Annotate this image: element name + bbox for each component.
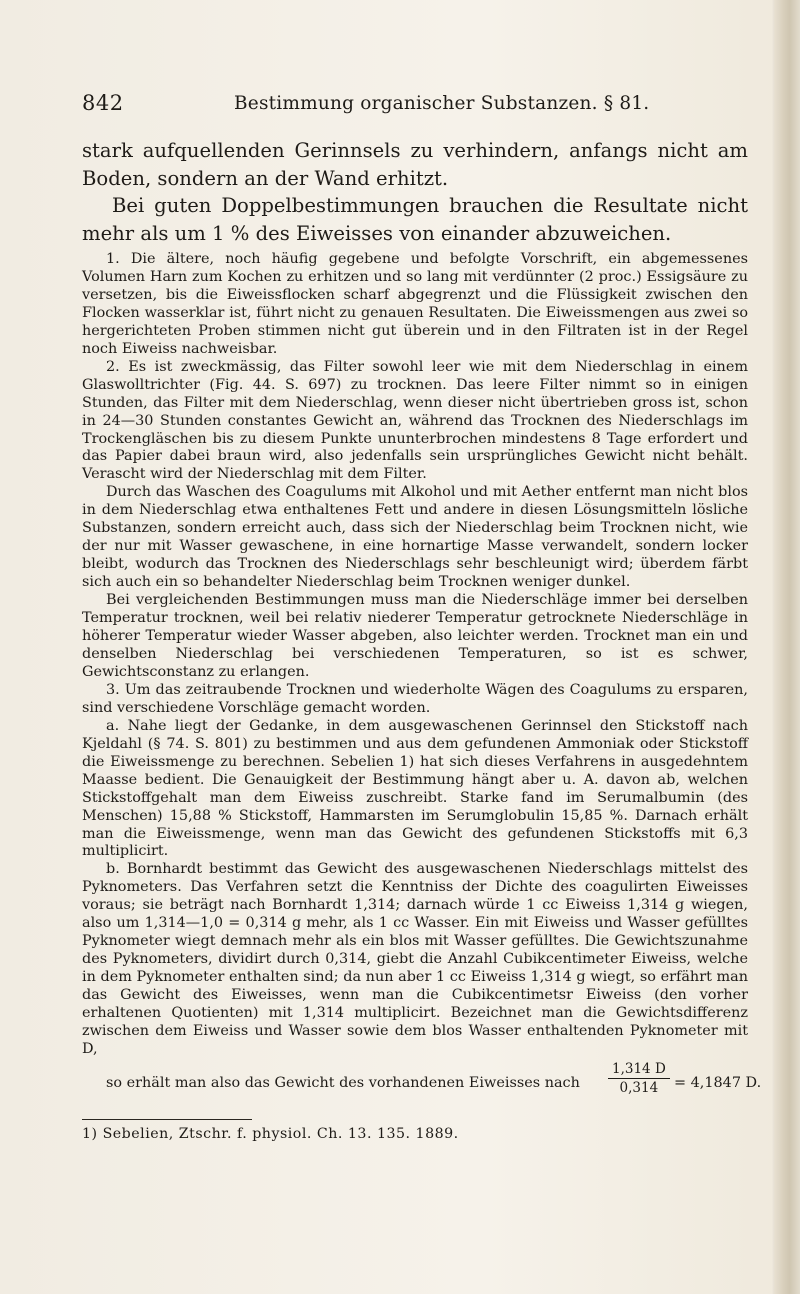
footnote: 1) Sebelien, Ztschr. f. physiol. Ch. 13. 135. 1889. (82, 1125, 459, 1142)
page-number: 842 (82, 91, 124, 115)
running-head: Bestimmung organischer Substanzen. § 81. (234, 93, 650, 114)
book-edge (774, 0, 800, 1294)
small-print-notes (82, 251, 762, 1103)
formula-line (82, 1059, 762, 1103)
note-paragraph: 2. Es ist zweckmässig, das Filter sowohl leer wie mit dem Niederschlag in einem Glaswolltrichter (Fig. 44. S. 697) zu trocknen. Das leere Filter nimmt so in einigen Stunden, das Filter mit dem Niederschlag, wenn dieser nicht übertrieben gross ist, schon in 24—30 Stunden constantes Gewicht an, während das Trocknen des Niederschlags im Trockengläschen bis zu diesem Punkte ununterbrochen mindestens 8 Tage erfordert und das Papier dabei braun wird, also jedenfalls sein ursprüngliches Gewicht nicht behält. Verascht wird der Niederschlag mit dem Filter. (82, 358, 748, 483)
page-body (82, 137, 762, 1142)
note-paragraph: Durch das Waschen des Coagulums mit Alkohol und mit Aether entfernt man nicht blos in dem Niederschlag etwa enthaltenes Fett und andere in diesen Lösungsmitteln lösliche Substanzen, sondern erreicht auch, dass sich der Niederschlag beim Trocknen nicht, wie der nur mit Wasser gewaschene, in eine hornartige Masse verwandelt, sondern locker bleibt, wodurch das Trocknen des Niederschlags sehr beschleunigt wird; überdem färbt sich auch ein so behandelter Niederschlag beim Trocknen weniger dunkel. (82, 484, 748, 591)
note-paragraph: b. Bornhardt bestimmt das Gewicht des ausgewaschenen Niederschlags mittelst des Pyknometers. Das Verfahren setzt die Kenntniss der Dichte des coagulirten Eiweisses voraus; sie beträgt nach Bornhardt 1,314; darnach würde 1 cc Eiweiss 1,314 g wiegen, also um 1,314—1,0 = 0,314 g mehr, als 1 cc Wasser. Ein mit Eiweiss und Wasser gefülltes Pyknometer wiegt demnach mehr als ein blos mit Wasser gefülltes. Die Gewichtszunahme des Pyknometers, dividirt durch 0,314, giebt die Anzahl Cubikcentimeter Eiweiss, welche in dem Pyknometer enthalten sind; da nun aber 1 cc Eiweiss 1,314 g wiegt, so erfährt man das Gewicht des Eiweisses, wenn man die Cubikcentimetsr Eiweiss (den vorher erhaltenen Quotienten) mit 1,314 multiplicirt. Bezeichnet man die Gewichtsdifferenz zwischen dem Eiweiss und Wasser sowie dem blos Wasser enthaltenden Pyknometer mit D, (82, 861, 748, 1057)
fraction-denominator: 0,314 (619, 1079, 659, 1096)
note-paragraph: 1. Die ältere, noch häufig gegebene und befolgte Vorschrift, ein abgemessenes Volumen Harn zum Kochen zu erhitzen und so lang mit verdünnter (2 proc.) Essigsäure zu versetzen, bis die Eiweissflocken scharf abgegrenzt und die Flüssigkeit zwischen den Flocken wasserklar ist, führt nicht zu genauen Resultaten. Die Eiweissmengen aus zwei so hergerichteten Proben stimmen nicht gut überein und in den Filtraten ist in der Regel noch Eiweiss nachweisbar. (82, 251, 748, 357)
note-paragraph: 3. Um das zeitraubende Trocknen und wiederholte Wägen des Coagulums zu ersparen, sind verschiedene Vorschläge gemacht worden. (82, 681, 748, 716)
page-header (82, 91, 742, 121)
formula-lead: so erhält man also das Gewicht des vorhandenen Eiweisses nach (106, 1074, 580, 1091)
intro-paragraph: stark aufquellenden Gerinnsels zu verhindern, anfangs nicht am Boden, sondern an der Wand erhitzt. (82, 139, 748, 190)
footnote-rule (82, 1119, 252, 1120)
formula-result: = 4,1847 D. (674, 1074, 762, 1091)
intro-text (82, 137, 748, 247)
formula-fraction (608, 1061, 670, 1096)
note-paragraph: a. Nahe liegt der Gedanke, in dem ausgewaschenen Gerinnsel den Stickstoff nach Kjeldahl (§ 74. S. 801) zu bestimmen und aus dem gefundenen Ammoniak oder Stickstoff die Eiweissmenge zu berechnen. Sebelien 1) hat sich dieses Verfahrens in ausgedehntem Maasse bedient. Die Genauigkeit der Bestimmung hängt aber u. A. davon ab, welchen Stickstoffgehalt man dem Eiweiss zuschreibt. Starke fand im Serumalbumin (des Menschen) 15,88 % Stickstoff, Hammarsten im Serumglobulin 15,85 %. Darnach erhält man die Eiweissmenge, wenn man das Gewicht des gefundenen Stickstoffs mit 6,3 multiplicirt. (82, 717, 748, 860)
intro-paragraph: Bei guten Doppelbestimmungen brauchen die Resultate nicht mehr als um 1 % des Eiweisses von einander abzuweichen. (82, 194, 748, 245)
fraction-numerator: 1,314 D (608, 1061, 670, 1079)
note-paragraph: Bei vergleichenden Bestimmungen muss man die Niederschläge immer bei derselben Temperatur trocknen, weil bei relativ niederer Temperatur getrocknete Niederschläge in höherer Temperatur wieder Wasser abgeben, also leichter werden. Trocknet man ein und denselben Niederschlag bei verschiedenen Temperaturen, so ist es schwer, Gewichtsconstanz zu erlangen. (82, 592, 748, 680)
